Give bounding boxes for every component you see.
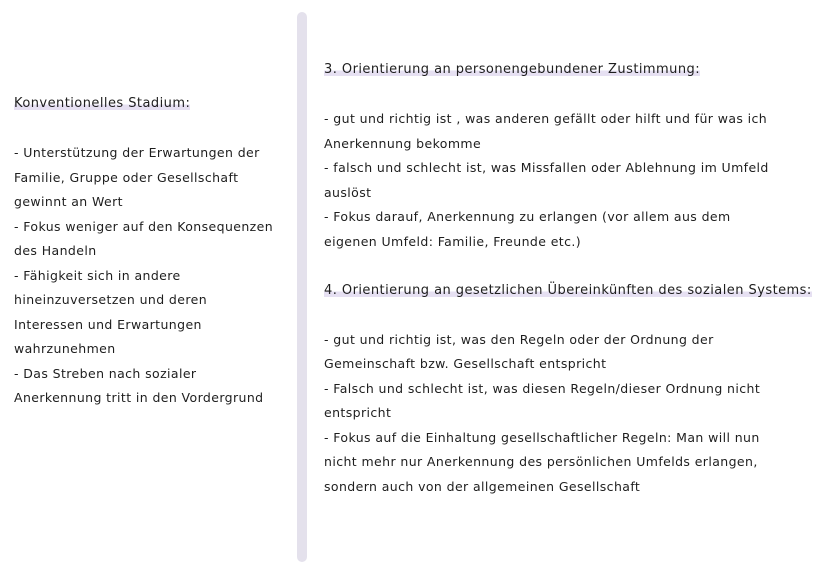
text-line: - Fokus auf die Einhaltung gesellschaftlicher Regeln: Man will nun [324,429,760,445]
left-heading-row [14,92,292,117]
column-divider [297,12,307,562]
text-line: des Handeln [14,243,97,258]
left-column [14,92,292,411]
text-line: sondern auch von der allgemeinen Gesellschaft [324,478,641,494]
text-line: - falsch und schlecht ist, was Missfallen oder Ablehnung im Umfeld [324,160,769,175]
text-line: entspricht [324,405,392,420]
text-line: - Fähigkeit sich in andere [14,267,181,283]
text-line: - Unterstützung der Erwartungen der [14,145,260,160]
text-line: wahrzunehmen [14,341,116,356]
text-line: Interessen und Erwartungen [14,316,202,332]
text-line: Anerkennung bekomme [324,135,482,151]
text-line: - Das Streben nach sozialer [14,365,197,381]
text-line: - Falsch und schlecht ist, was diesen Regeln/dieser Ordnung nicht [324,380,761,396]
text-line: hineinzuversetzen und deren [14,292,208,307]
text-line: - Fokus weniger auf den Konsequenzen [14,218,274,234]
text-line: - gut und richtig ist , was anderen gefällt oder hilft und für was ich [324,111,768,126]
section3-heading: 3. Orientierung an personengebundener Zustimmung: [324,62,701,77]
text-line: Gemeinschaft bzw. Gesellschaft entspricht [324,356,607,371]
section4-heading-row [324,279,820,304]
text-line: Familie, Gruppe oder Gesellschaft [14,169,239,185]
text-line: - Fokus darauf, Anerkennung zu erlangen (vor allem aus dem [324,209,731,224]
text-line: Anerkennung tritt in den Vordergrund [14,390,264,405]
right-column [324,58,820,499]
text-line: - gut und richtig ist, was den Regeln oder der Ordnung der [324,331,714,347]
spacer [324,303,820,328]
text-line: gewinnt an Wert [14,194,123,209]
left-heading: Konventionelles Stadium: [14,96,191,111]
spacer [14,117,292,142]
section4-heading: 4. Orientierung an gesetzlichen Übereinkünften des sozialen Systems: [324,282,812,298]
section3-heading-row [324,58,820,83]
text-line: nicht mehr nur Anerkennung des persönlichen Umfelds erlangen, [324,454,758,469]
text-line: auslöst [324,184,372,200]
text-line: eigenen Umfeld: Familie, Freunde etc.) [324,233,582,249]
spacer [324,254,820,279]
spacer [324,83,820,108]
